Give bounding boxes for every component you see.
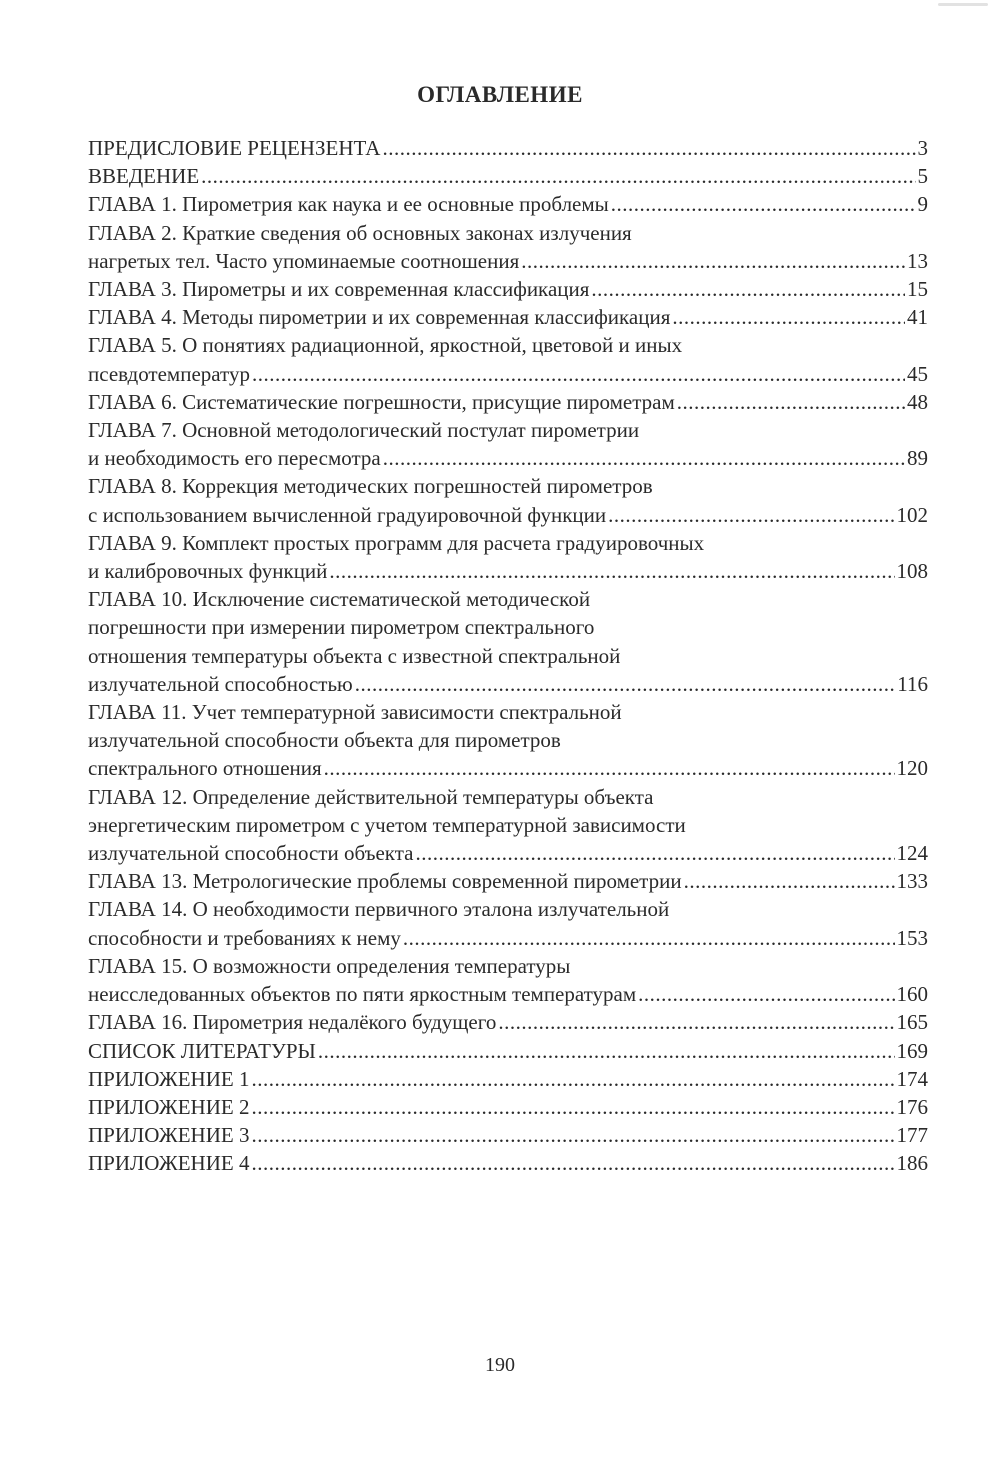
toc-entry[interactable]	[88, 867, 928, 895]
toc-entry[interactable]	[88, 219, 928, 275]
dot-leader	[611, 190, 916, 218]
toc-entry[interactable]	[88, 1149, 928, 1177]
toc-entry-title: неисследованных объектов по пяти яркостным температурам	[88, 982, 637, 1007]
toc-entry-title: ГЛАВА 6. Систематические погрешности, присущие пирометрам	[88, 389, 675, 414]
toc-entry-title: ПРИЛОЖЕНИЕ 2	[88, 1094, 250, 1119]
toc-entry[interactable]	[88, 698, 928, 783]
dot-leader	[201, 162, 915, 190]
dot-leader	[252, 360, 905, 388]
toc-entry-title: ПРИЛОЖЕНИЕ 1	[88, 1066, 250, 1091]
dot-leader	[318, 1037, 895, 1065]
toc-entry-title: ГЛАВА 3. Пирометры и их современная классификация	[88, 277, 590, 302]
table-of-contents	[88, 134, 928, 1178]
toc-entry[interactable]	[88, 134, 928, 162]
toc-page-number: 165	[896, 1010, 928, 1035]
toc-page-number: 108	[896, 559, 928, 584]
toc-page-number: 124	[896, 841, 928, 866]
toc-entry-line: ГЛАВА 10. Исключение систематической методической	[88, 587, 591, 612]
toc-entry-title: нагретых тел. Часто упоминаемые соотношения	[88, 248, 520, 273]
toc-entry-line: погрешности при измерении пирометром спектрального	[88, 615, 595, 640]
toc-entry-line: отношения температуры объекта с известной спектральной	[88, 643, 621, 668]
dot-leader	[672, 303, 905, 331]
dot-leader	[251, 1065, 894, 1093]
scan-artifact	[938, 3, 988, 6]
toc-entry[interactable]	[88, 1008, 928, 1036]
toc-entry[interactable]	[88, 1037, 928, 1065]
toc-entry[interactable]	[88, 303, 928, 331]
toc-entry-title: излучательной способностью	[88, 671, 353, 696]
toc-page-number: 89	[907, 446, 928, 471]
dot-leader	[403, 924, 895, 952]
toc-entry-title: и калибровочных функций	[88, 559, 328, 584]
dot-leader	[608, 501, 894, 529]
toc-entry-title: ПРИЛОЖЕНИЕ 4	[88, 1151, 250, 1176]
toc-entry-title: спектрального отношения	[88, 756, 322, 781]
toc-entry[interactable]	[88, 190, 928, 218]
toc-entry-title: с использованием вычисленной градуировочной функции	[88, 502, 607, 527]
toc-page-number: 15	[907, 277, 928, 302]
toc-page-number: 102	[896, 502, 928, 527]
toc-entry-line: ГЛАВА 9. Комплект простых программ для расчета градуировочных	[88, 530, 705, 555]
toc-entry[interactable]	[88, 529, 928, 585]
toc-entry[interactable]	[88, 1065, 928, 1093]
page-number: 190	[485, 1354, 515, 1376]
toc-entry[interactable]	[88, 331, 928, 387]
toc-entry-title: ГЛАВА 16. Пирометрия недалёкого будущего	[88, 1010, 497, 1035]
dot-leader	[251, 1149, 894, 1177]
toc-page-number: 120	[896, 756, 928, 781]
toc-entry[interactable]	[88, 1093, 928, 1121]
toc-entry-title: ПРИЛОЖЕНИЕ 3	[88, 1123, 250, 1148]
toc-entry[interactable]	[88, 472, 928, 528]
dot-leader	[416, 839, 895, 867]
toc-entry[interactable]	[88, 783, 928, 868]
toc-page-number: 116	[897, 671, 928, 696]
toc-page-number: 169	[896, 1038, 928, 1063]
toc-entry-line: ГЛАВА 7. Основной методологический постулат пирометрии	[88, 418, 640, 443]
toc-entry-line: ГЛАВА 11. Учет температурной зависимости спектральной	[88, 700, 622, 725]
toc-entry-line: ГЛАВА 14. О необходимости первичного эталона излучательной	[88, 897, 670, 922]
toc-page-number: 160	[896, 982, 928, 1007]
dot-leader	[677, 388, 905, 416]
dot-leader	[684, 867, 895, 895]
dot-leader	[355, 670, 896, 698]
dot-leader	[638, 980, 894, 1008]
dot-leader	[324, 754, 895, 782]
toc-entry[interactable]	[88, 585, 928, 698]
toc-entry-line: ГЛАВА 2. Краткие сведения об основных законах излучения	[88, 220, 632, 245]
dot-leader	[591, 275, 905, 303]
toc-page-number: 153	[896, 925, 928, 950]
dot-leader	[382, 134, 915, 162]
toc-entry-line: ГЛАВА 5. О понятиях радиационной, яркостной, цветовой и иных	[88, 333, 683, 358]
dot-leader	[521, 247, 905, 275]
toc-entry-line: излучательной способности объекта для пирометров	[88, 728, 561, 753]
dot-leader	[251, 1093, 894, 1121]
toc-entry[interactable]	[88, 388, 928, 416]
toc-page-number: 48	[907, 389, 928, 414]
toc-entry-title: ГЛАВА 4. Методы пирометрии и их современная классификация	[88, 305, 671, 330]
dot-leader	[251, 1121, 894, 1149]
toc-entry-title: ГЛАВА 1. Пирометрия как наука и ее основные проблемы	[88, 192, 609, 217]
toc-page-number: 186	[896, 1151, 928, 1176]
toc-entry-line: ГЛАВА 8. Коррекция методических погрешностей пирометров	[88, 474, 653, 499]
toc-entry-title: излучательной способности объекта	[88, 841, 414, 866]
toc-page-number: 41	[907, 305, 928, 330]
toc-page-number: 176	[896, 1094, 928, 1119]
dot-leader	[329, 557, 894, 585]
toc-entry-title: и необходимость его пересмотра	[88, 446, 381, 471]
toc-entry-line: ГЛАВА 12. Определение действительной температуры объекта	[88, 784, 654, 809]
toc-entry-title: псевдотемператур	[88, 361, 250, 386]
toc-entry-title: ГЛАВА 13. Метрологические проблемы современной пирометрии	[88, 869, 682, 894]
toc-page-number: 9	[917, 192, 928, 217]
toc-entry-title: ВВЕДЕНИЕ	[88, 164, 200, 189]
dot-leader	[498, 1008, 894, 1036]
toc-entry[interactable]	[88, 162, 928, 190]
toc-entry[interactable]	[88, 895, 928, 951]
toc-entry[interactable]	[88, 275, 928, 303]
toc-page-number: 45	[907, 361, 928, 386]
toc-page-number: 3	[917, 136, 928, 160]
toc-page-number: 13	[907, 248, 928, 273]
toc-entry-title: ПРЕДИСЛОВИЕ РЕЦЕНЗЕНТА	[88, 136, 381, 160]
page-title: ОГЛАВЛЕНИЕ	[417, 82, 583, 107]
toc-entry[interactable]	[88, 416, 928, 472]
toc-entry-line: энергетическим пирометром с учетом температурной зависимости	[88, 812, 686, 837]
toc-entry-line: ГЛАВА 15. О возможности определения температуры	[88, 953, 571, 978]
toc-page-number: 174	[896, 1066, 928, 1091]
toc-page-number: 5	[917, 164, 928, 189]
toc-entry[interactable]	[88, 1121, 928, 1149]
toc-entry-title: способности и требованиях к нему	[88, 925, 401, 950]
toc-entry[interactable]	[88, 952, 928, 1008]
toc-entry-title: СПИСОК ЛИТЕРАТУРЫ	[88, 1038, 316, 1063]
toc-page-number: 133	[896, 869, 928, 894]
dot-leader	[383, 444, 905, 472]
toc-page-number: 177	[896, 1123, 928, 1148]
